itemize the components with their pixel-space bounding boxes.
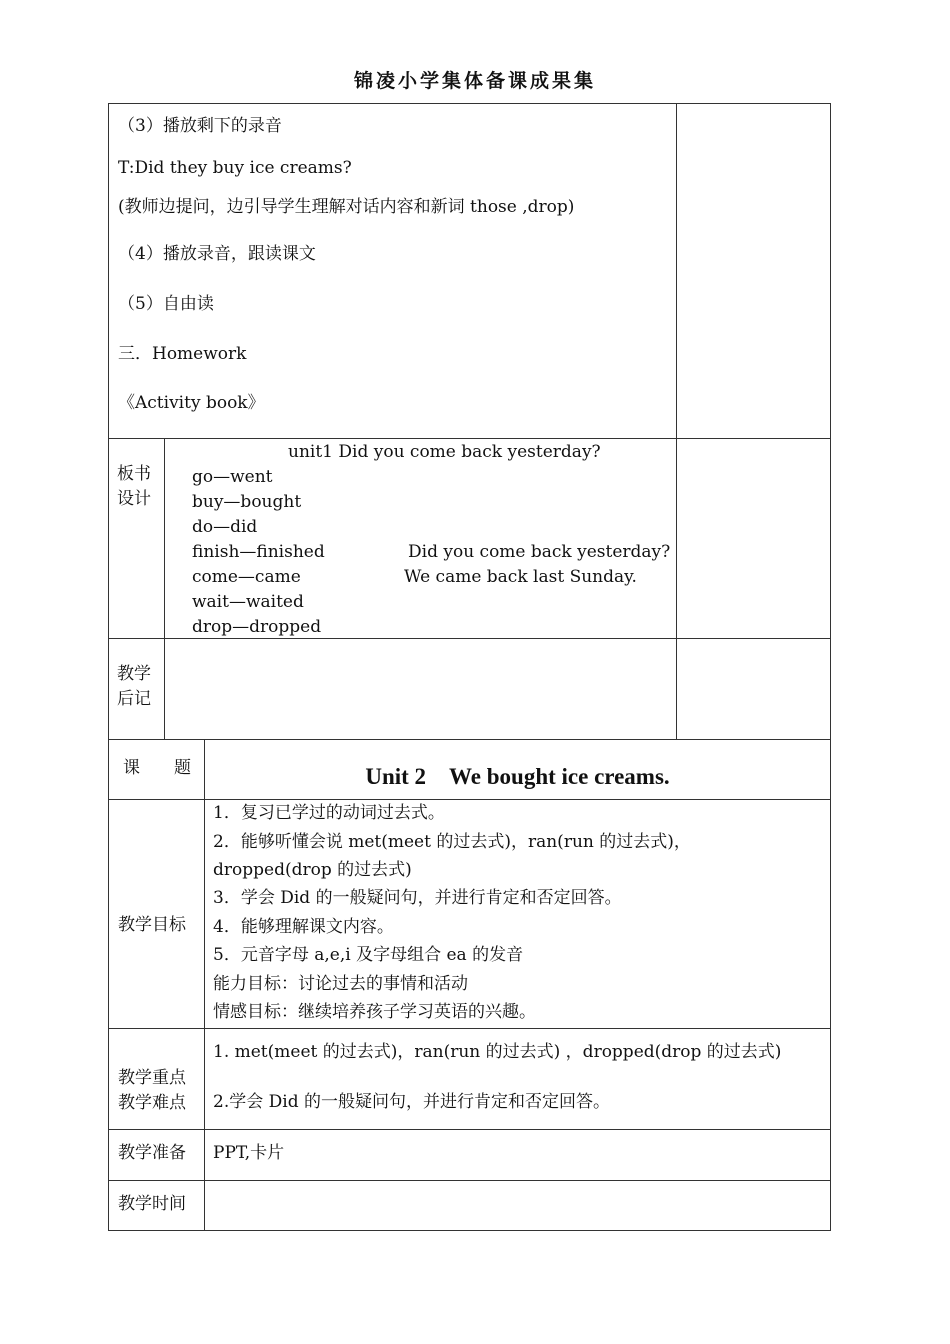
board-verb-7: drop—dropped — [192, 617, 322, 637]
board-notes-cell — [676, 438, 831, 639]
step-3-text: （3）播放剩下的录音 — [118, 116, 282, 136]
objective-line-8: 情感目标：继续培养孩子学习英语的兴趣。 — [213, 1002, 536, 1022]
top-section-notes-cell — [676, 103, 831, 439]
homework-heading: 三．Homework — [118, 344, 247, 364]
preparation-label: 教学准备 — [118, 1143, 186, 1163]
question-text: T:Did they buy ice creams? — [118, 158, 352, 178]
board-verb-5: come—came — [192, 567, 301, 587]
time-label: 教学时间 — [118, 1194, 186, 1214]
preparation-value: PPT,卡片 — [213, 1143, 285, 1163]
board-question: Did you come back yesterday? — [408, 542, 671, 562]
reflection-content-cell — [164, 638, 677, 740]
board-verb-1: go—went — [192, 467, 273, 487]
course-label: 课 题 — [123, 758, 191, 778]
board-verb-6: wait—waited — [192, 592, 304, 612]
objective-line-7: 能力目标：讨论过去的事情和活动 — [213, 974, 468, 994]
objectives-label: 教学目标 — [118, 915, 186, 935]
objective-line-5: 4．能够理解课文内容。 — [213, 917, 394, 937]
step-5-text: （5）自由读 — [118, 294, 214, 314]
objectives-label-cell — [108, 799, 205, 1029]
page-header-title: 锦凌小学集体备课成果集 — [353, 70, 596, 92]
board-label: 板书设计 — [117, 464, 151, 509]
time-content-cell — [204, 1180, 831, 1231]
top-section-content-cell — [108, 103, 677, 439]
objective-line-6: 5．元音字母 a,e,i 及字母组合 ea 的发音 — [213, 945, 524, 965]
homework-activity-book: 《Activity book》 — [118, 393, 265, 413]
objective-line-2: 2．能够听懂会说 met(meet 的过去式)，ran(run 的过去式)， — [213, 832, 691, 852]
step-4-text: （4）播放录音，跟读课文 — [118, 244, 316, 264]
board-verb-3: do—did — [192, 517, 258, 537]
keypoint-line-1: 1. met(meet 的过去式)，ran(run 的过去式) ，dropped(drop 的过去式) — [213, 1042, 782, 1062]
keypoints-label-1: 教学重点 — [118, 1068, 186, 1088]
teacher-note-text: (教师边提问，边引导学生理解对话内容和新词 those ,drop) — [118, 197, 575, 217]
board-title: unit1 Did you come back yesterday? — [288, 442, 601, 462]
keypoint-line-2: 2.学会 Did 的一般疑问句，并进行肯定和否定回答。 — [213, 1092, 610, 1112]
board-verb-2: buy—bought — [192, 492, 302, 512]
course-title-cell — [204, 739, 831, 800]
reflection-label: 教学后记 — [117, 664, 151, 709]
lesson-plan-table — [108, 103, 831, 1231]
board-answer: We came back last Sunday. — [404, 567, 637, 587]
preparation-content-cell — [204, 1129, 831, 1181]
objective-line-1: 1．复习已学过的动词过去式。 — [213, 803, 445, 823]
objective-line-4: 3．学会 Did 的一般疑问句，并进行肯定和否定回答。 — [213, 888, 622, 908]
board-verb-4: finish—finished — [192, 542, 325, 562]
course-title: Unit 2 We bought ice creams. — [365, 764, 670, 789]
reflection-notes-cell — [676, 638, 831, 740]
objective-line-3: dropped(drop 的过去式) — [213, 860, 412, 880]
keypoints-label-2: 教学难点 — [118, 1093, 186, 1113]
